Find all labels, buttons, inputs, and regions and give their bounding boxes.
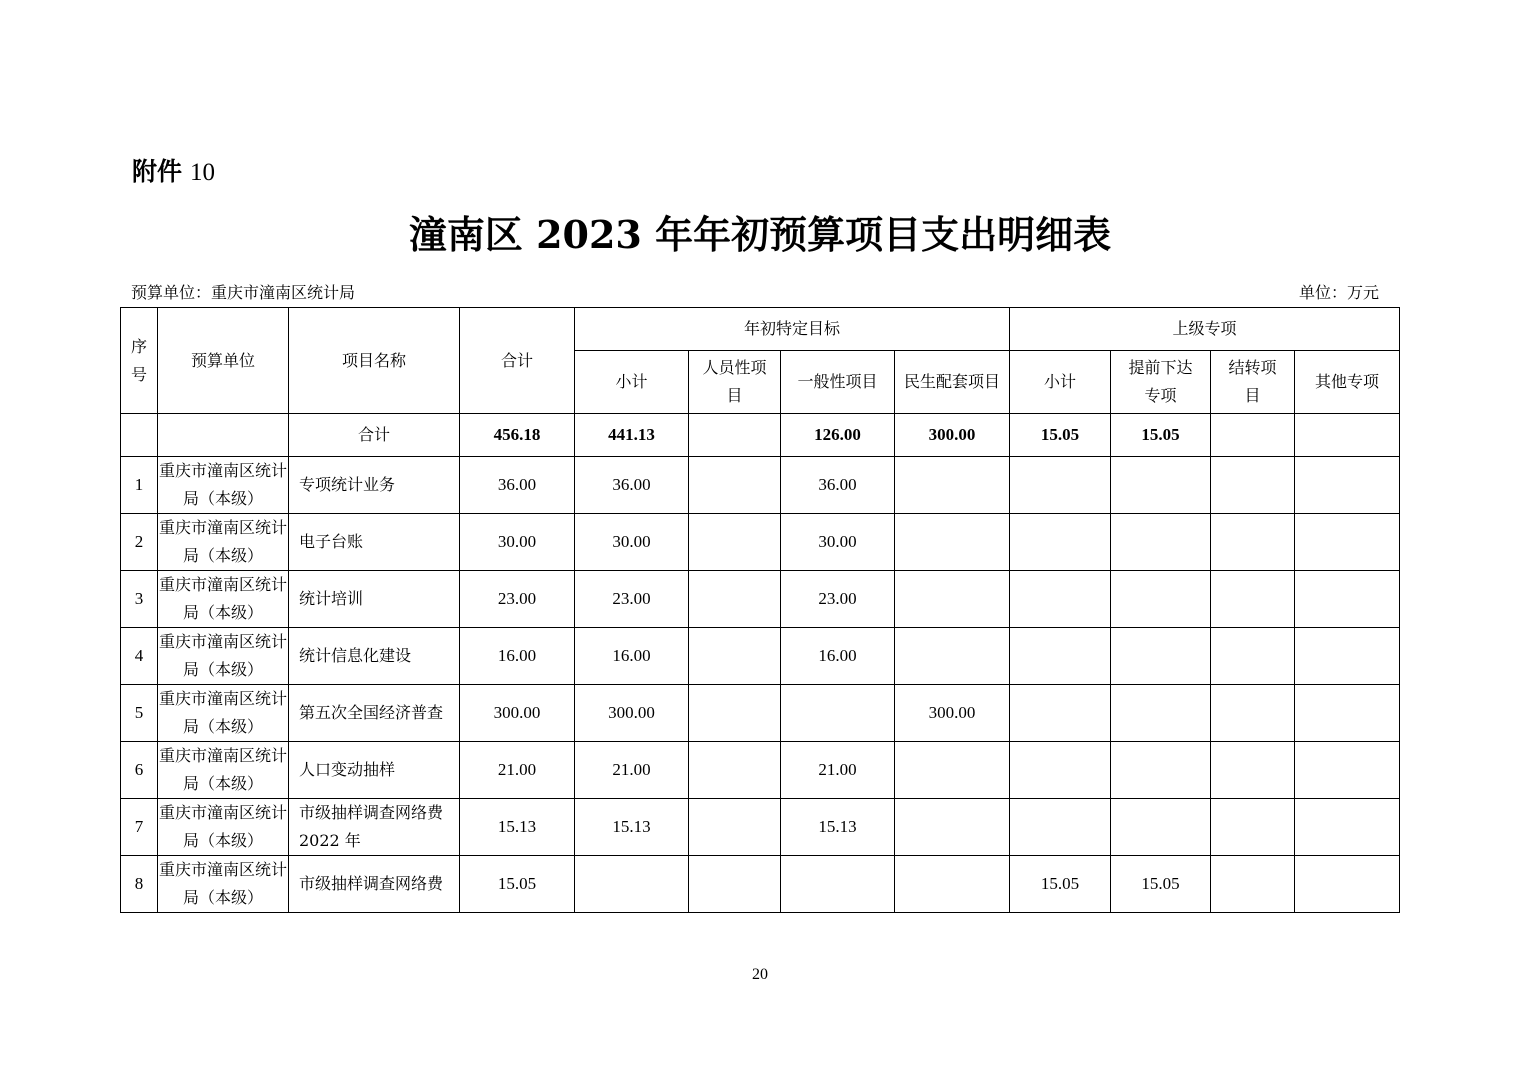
row-cell — [895, 799, 1010, 856]
row-project: 第五次全国经济普查 — [289, 685, 460, 742]
row-cell — [895, 514, 1010, 571]
row-unit: 重庆市潼南区统计局（本级） — [158, 571, 289, 628]
page-title: 潼南区 2023 年年初预算项目支出明细表 — [408, 212, 1112, 257]
row-cell — [1211, 514, 1295, 571]
row-cell: 15.13 — [460, 799, 575, 856]
row-cell — [895, 457, 1010, 514]
header-total: 合计 — [460, 308, 575, 414]
row-cell — [1295, 514, 1400, 571]
row-cell — [1211, 685, 1295, 742]
row-cell — [1211, 856, 1295, 913]
row-cell — [689, 685, 781, 742]
row-cell — [1295, 742, 1400, 799]
row-cell — [1010, 742, 1111, 799]
row-cell — [1010, 457, 1111, 514]
row-seq: 5 — [121, 685, 158, 742]
row-cell — [689, 457, 781, 514]
page-number: 20 — [752, 966, 768, 983]
row-seq: 1 — [121, 457, 158, 514]
row-cell: 16.00 — [575, 628, 689, 685]
header-project: 项目名称 — [289, 308, 460, 414]
row-cell: 23.00 — [781, 571, 895, 628]
header-sub: 人员性项目 — [689, 351, 781, 414]
row-cell — [1111, 571, 1211, 628]
row-unit: 重庆市潼南区统计局（本级） — [158, 514, 289, 571]
row-cell: 21.00 — [575, 742, 689, 799]
row-cell: 15.13 — [575, 799, 689, 856]
header-sub: 小计 — [1010, 351, 1111, 414]
row-cell: 36.00 — [460, 457, 575, 514]
row-seq: 7 — [121, 799, 158, 856]
header-sub: 一般性项目 — [781, 351, 895, 414]
row-cell — [689, 514, 781, 571]
row-cell — [1111, 685, 1211, 742]
total-cell: 441.13 — [575, 414, 689, 457]
row-cell — [1211, 457, 1295, 514]
row-project: 统计信息化建设 — [289, 628, 460, 685]
row-cell: 23.00 — [575, 571, 689, 628]
row-project: 人口变动抽样 — [289, 742, 460, 799]
row-project: 统计培训 — [289, 571, 460, 628]
header-sub: 小计 — [575, 351, 689, 414]
row-cell — [1211, 571, 1295, 628]
row-cell — [895, 856, 1010, 913]
row-cell — [781, 685, 895, 742]
row-cell — [1010, 685, 1111, 742]
row-cell — [1010, 571, 1111, 628]
row-cell — [1295, 856, 1400, 913]
header-seq: 序号 — [121, 308, 158, 414]
row-seq: 6 — [121, 742, 158, 799]
row-seq: 4 — [121, 628, 158, 685]
row-cell — [895, 742, 1010, 799]
row-cell: 21.00 — [460, 742, 575, 799]
row-cell — [1111, 742, 1211, 799]
row-cell — [1010, 628, 1111, 685]
total-cell: 15.05 — [1010, 414, 1111, 457]
row-cell — [689, 742, 781, 799]
row-cell — [1111, 628, 1211, 685]
total-cell: 126.00 — [781, 414, 895, 457]
header-sub: 结转项目 — [1211, 351, 1295, 414]
row-cell — [1010, 799, 1111, 856]
table-row — [121, 742, 1400, 799]
row-cell: 16.00 — [781, 628, 895, 685]
header-sub: 民生配套项目 — [895, 351, 1010, 414]
header-group-superior: 上级专项 — [1010, 308, 1400, 351]
row-cell: 300.00 — [460, 685, 575, 742]
row-cell: 16.00 — [460, 628, 575, 685]
table-row — [121, 571, 1400, 628]
header-row-1 — [121, 308, 1400, 351]
data-rows — [121, 457, 1400, 913]
row-seq: 8 — [121, 856, 158, 913]
row-unit: 重庆市潼南区统计局（本级） — [158, 685, 289, 742]
row-cell — [689, 571, 781, 628]
row-cell — [1295, 628, 1400, 685]
row-seq: 2 — [121, 514, 158, 571]
row-cell — [1295, 457, 1400, 514]
row-cell: 15.05 — [460, 856, 575, 913]
row-cell — [895, 628, 1010, 685]
table-row — [121, 457, 1400, 514]
table-row — [121, 685, 1400, 742]
row-cell — [1295, 685, 1400, 742]
row-unit: 重庆市潼南区统计局（本级） — [158, 457, 289, 514]
total-label: 合计 — [289, 414, 460, 457]
row-cell: 23.00 — [460, 571, 575, 628]
row-unit: 重庆市潼南区统计局（本级） — [158, 742, 289, 799]
table-row — [121, 628, 1400, 685]
budget-unit-label: 预算单位：重庆市潼南区统计局 — [131, 283, 356, 302]
attachment-number: 10 — [189, 159, 215, 186]
table-row — [121, 799, 1400, 856]
header-sub: 提前下达专项 — [1111, 351, 1211, 414]
row-cell — [895, 571, 1010, 628]
total-row — [121, 414, 1400, 457]
row-project: 市级抽样调查网络费 2022 年 — [289, 799, 460, 856]
row-cell: 300.00 — [895, 685, 1010, 742]
row-seq: 3 — [121, 571, 158, 628]
row-cell — [1295, 571, 1400, 628]
total-cell: 456.18 — [460, 414, 575, 457]
table-row — [121, 514, 1400, 571]
row-cell: 36.00 — [781, 457, 895, 514]
row-cell — [1295, 799, 1400, 856]
row-cell: 15.05 — [1010, 856, 1111, 913]
row-cell — [689, 799, 781, 856]
total-cell: 15.05 — [1111, 414, 1211, 457]
row-unit: 重庆市潼南区统计局（本级） — [158, 799, 289, 856]
header-unit: 预算单位 — [158, 308, 289, 414]
row-cell — [1211, 799, 1295, 856]
row-project: 市级抽样调查网络费 — [289, 856, 460, 913]
total-cell — [1295, 414, 1400, 457]
total-cell — [1211, 414, 1295, 457]
budget-table — [120, 307, 1400, 913]
table-row — [121, 856, 1400, 913]
row-cell — [689, 856, 781, 913]
row-cell — [1010, 514, 1111, 571]
row-cell: 30.00 — [575, 514, 689, 571]
row-cell — [689, 628, 781, 685]
total-cell — [689, 414, 781, 457]
header-sub: 其他专项 — [1295, 351, 1400, 414]
currency-unit-label: 单位：万元 — [1299, 283, 1380, 302]
row-cell: 30.00 — [781, 514, 895, 571]
row-cell — [575, 856, 689, 913]
row-cell: 36.00 — [575, 457, 689, 514]
row-cell: 30.00 — [460, 514, 575, 571]
attachment-text: 附件 — [132, 157, 183, 186]
row-cell — [1111, 457, 1211, 514]
row-project: 专项统计业务 — [289, 457, 460, 514]
row-cell — [1211, 742, 1295, 799]
row-cell — [1111, 799, 1211, 856]
total-cell: 300.00 — [895, 414, 1010, 457]
row-cell — [1111, 514, 1211, 571]
row-unit: 重庆市潼南区统计局（本级） — [158, 856, 289, 913]
row-cell — [1211, 628, 1295, 685]
row-cell: 15.05 — [1111, 856, 1211, 913]
row-cell — [781, 856, 895, 913]
row-cell: 300.00 — [575, 685, 689, 742]
row-project: 电子台账 — [289, 514, 460, 571]
row-cell: 21.00 — [781, 742, 895, 799]
attachment-label — [132, 154, 215, 191]
header-group-annual: 年初特定目标 — [575, 308, 1010, 351]
row-cell: 15.13 — [781, 799, 895, 856]
row-unit: 重庆市潼南区统计局（本级） — [158, 628, 289, 685]
